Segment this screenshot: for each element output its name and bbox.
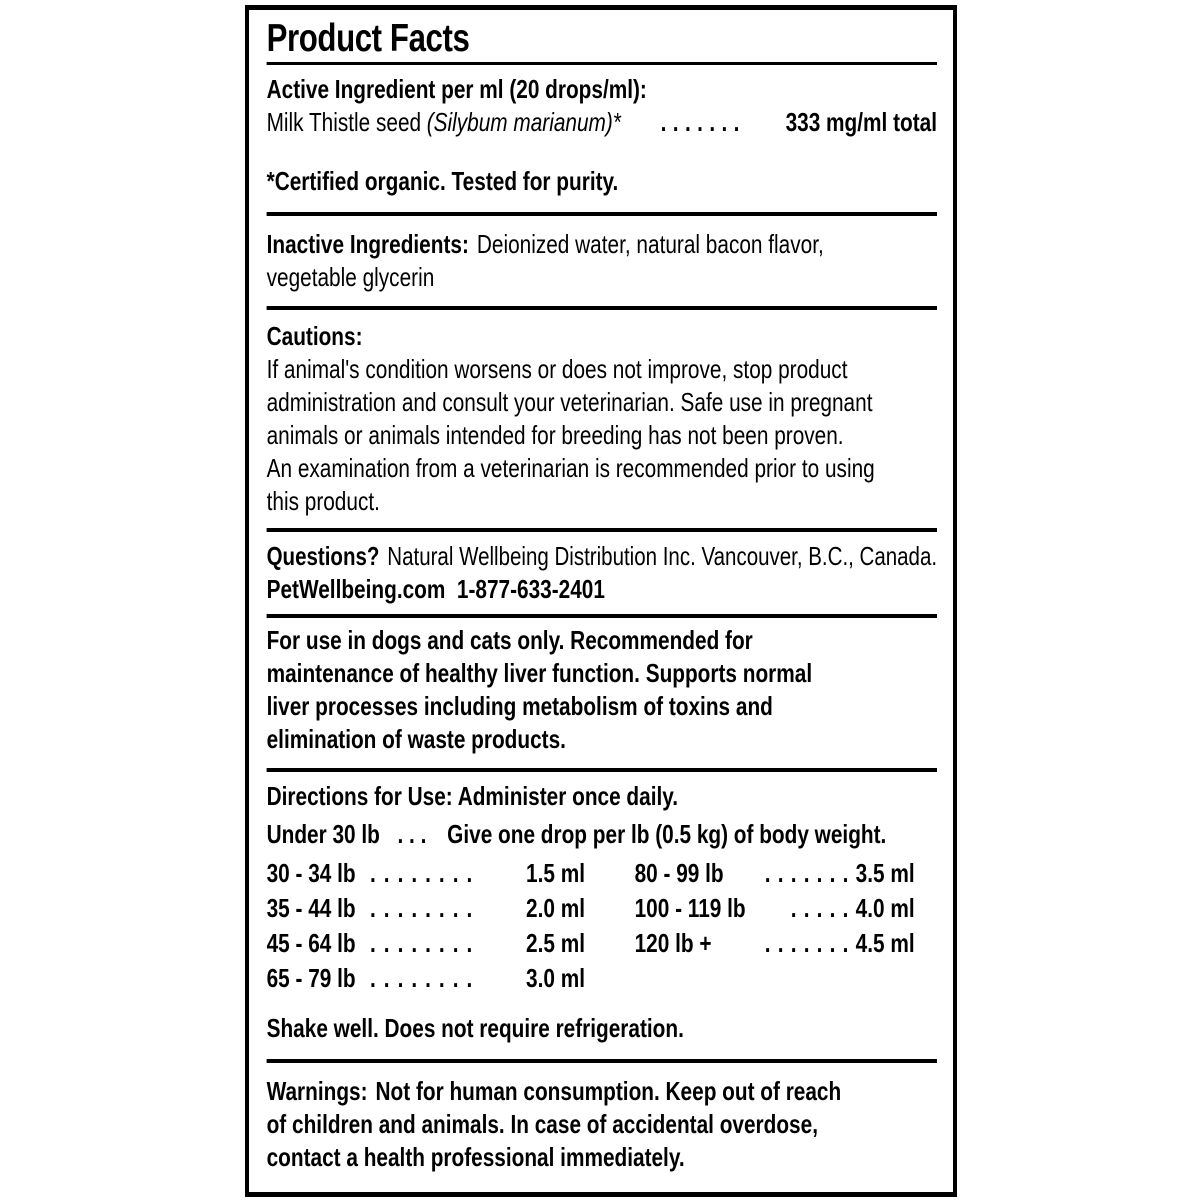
cautions-text-line: An examination from a veterinarian is recommended prior to using	[266, 453, 875, 483]
dot-leader: ........	[370, 858, 481, 888]
ingredient-name: Milk Thistle seed	[266, 107, 422, 137]
usage-text-line: maintenance of healthy liver function. Supports normal	[266, 658, 813, 688]
dose-value: 2.5 ml	[526, 928, 585, 958]
dosage-row	[267, 891, 585, 926]
dose-value: 3.0 ml	[526, 963, 585, 993]
dosage-table-right-column	[635, 856, 915, 961]
weight-range: 45 - 64 lb	[266, 928, 356, 958]
weight-range: 80 - 99 lb	[634, 858, 724, 888]
dosage-table-left-column	[267, 856, 585, 996]
weight-range: 120 lb +	[634, 928, 712, 958]
weight-range: 35 - 44 lb	[266, 893, 356, 923]
warnings-text: Not for human consumption. Keep out of reach	[375, 1076, 842, 1106]
warnings-line	[267, 1075, 937, 1108]
cautions-text-line: If animal's condition worsens or does not improve, stop product	[266, 354, 848, 384]
weight-range: 100 - 119 lb	[634, 893, 746, 923]
contact-line: PetWellbeing.com 1-877-633-2401	[266, 574, 605, 604]
inactive-ingredients-line-1	[267, 228, 937, 261]
dot-leader: ........	[370, 963, 481, 993]
dosage-row	[635, 856, 915, 891]
under-30lb-instruction: Give one drop per lb (0.5 kg) of body weight.	[447, 819, 887, 849]
cautions-text-line: this product.	[266, 486, 380, 516]
cautions-section	[267, 310, 937, 528]
distributor-text: Natural Wellbeing Distribution Inc. Vancouver, B.C., Canada.	[387, 541, 938, 571]
ingredient-amount: 333 mg/ml total	[785, 107, 937, 137]
inactive-ingredients-text: Deionized water, natural bacon flavor,	[476, 229, 824, 259]
dosage-row	[267, 856, 585, 891]
usage-text-line: elimination of waste products.	[266, 724, 566, 754]
active-ingredient-heading: Active Ingredient per ml (20 drops/ml):	[266, 74, 647, 104]
dot-leader: ........	[370, 893, 481, 923]
product-facts-panel	[245, 5, 957, 1197]
under-30lb-weight: Under 30 lb	[266, 819, 380, 849]
usage-text-line: liver processes including metabolism of toxins and	[266, 691, 773, 721]
questions-heading: Questions?	[266, 541, 380, 571]
dosage-row	[635, 926, 915, 961]
dot-leader: .....	[790, 893, 856, 923]
warnings-line: of children and animals. In case of accidental overdose,	[266, 1109, 818, 1139]
dot-leader: .......	[764, 928, 856, 958]
dose-value: 3.5 ml	[855, 858, 915, 888]
ingredient-latin-name: (Silybum marianum)*	[426, 107, 621, 137]
active-ingredient-section	[267, 65, 937, 212]
dosage-row	[635, 891, 915, 926]
questions-line	[266, 540, 938, 573]
usage-statement-section	[267, 618, 937, 768]
inactive-ingredients-line-2: vegetable glycerin	[266, 262, 435, 292]
warnings-heading: Warnings:	[266, 1076, 368, 1106]
dot-leader: .......	[764, 858, 856, 888]
dosage-table	[267, 856, 937, 996]
dot-leader: . . .	[397, 819, 427, 849]
usage-text-line: For use in dogs and cats only. Recommended for	[266, 625, 753, 655]
dose-value: 4.0 ml	[855, 893, 915, 923]
dot-leader: ........	[370, 928, 481, 958]
dosage-row	[267, 926, 585, 961]
inactive-ingredients-section	[267, 216, 937, 306]
cautions-text-line: animals or animals intended for breeding has not been proven.	[266, 420, 844, 450]
certified-organic-note: *Certified organic. Tested for purity.	[266, 166, 619, 196]
weight-range: 30 - 34 lb	[266, 858, 356, 888]
directions-heading: Directions for Use: Administer once daily.	[266, 781, 679, 811]
dose-value: 2.0 ml	[526, 893, 585, 923]
cautions-heading: Cautions:	[266, 321, 363, 351]
warnings-section	[267, 1063, 937, 1174]
dose-value: 4.5 ml	[855, 928, 915, 958]
under-30lb-row	[267, 819, 937, 850]
weight-range: 65 - 79 lb	[266, 963, 356, 993]
shake-well-note: Shake well. Does not require refrigeration.	[266, 1013, 684, 1043]
active-ingredient-row	[267, 106, 937, 139]
product-facts-title: Product Facts	[266, 17, 470, 60]
ingredient-name-group	[267, 106, 621, 139]
cautions-text-line: administration and consult your veterinarian. Safe use in pregnant	[266, 387, 873, 417]
questions-section	[267, 532, 937, 614]
inactive-ingredients-heading: Inactive Ingredients:	[266, 229, 469, 259]
directions-section	[267, 772, 937, 1059]
dosage-row	[267, 961, 585, 996]
warnings-line: contact a health professional immediately.	[266, 1142, 685, 1172]
dose-value: 1.5 ml	[526, 858, 585, 888]
dot-leader: .......	[660, 107, 746, 137]
